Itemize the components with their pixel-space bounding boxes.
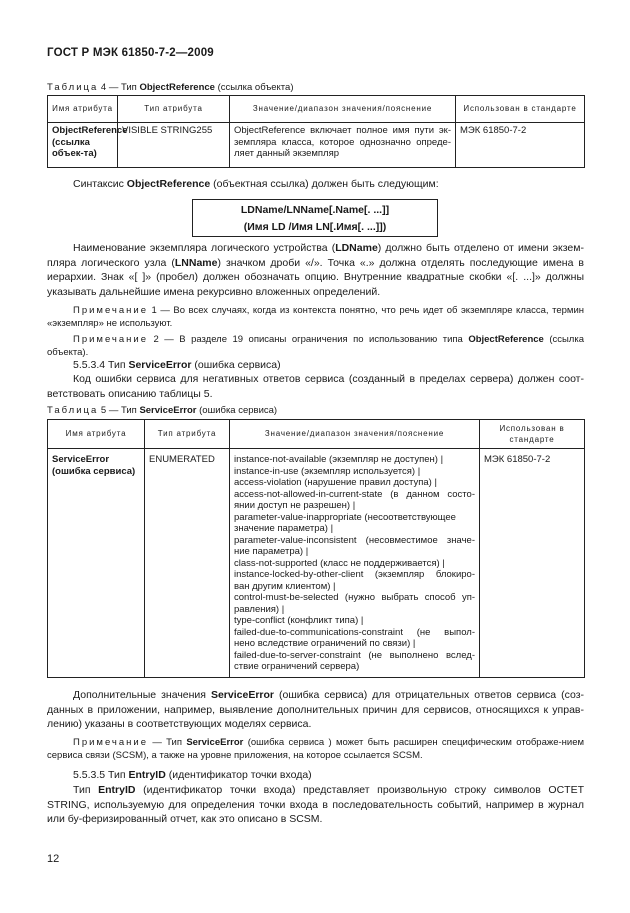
- syntax-intro: [47, 177, 584, 192]
- note1-text: — Во всех случаях, когда из контекста понятно, что речь идет об экземпляре класса, термин «экземпляр» не используют.: [47, 305, 584, 329]
- paragraph-ldname: [47, 241, 584, 299]
- table5-value-line: ние параметра) |: [234, 546, 309, 557]
- syntax-line2: (Имя LD /Имя LN[.Имя[. ...]]): [243, 221, 387, 233]
- table5-value-line: instance-in-use (экземпляр используется) |: [234, 465, 421, 477]
- table4-caption-tail: (ссылка объекта): [217, 82, 294, 93]
- table4-name-rest: (ссылка объек-та): [52, 136, 97, 159]
- note2-num: 2: [153, 334, 159, 345]
- section-5-5-3-5-heading: [47, 768, 584, 783]
- table5-value-line: instance-not-available (экземпляр не доступен) |: [234, 454, 444, 465]
- table5-value-line: равления) |: [234, 603, 285, 615]
- table5-value-line: значение параметра) |: [234, 523, 334, 534]
- table5-value-line: failed-due-to-communications-constraint (не выпол-: [234, 626, 475, 638]
- table4: [47, 95, 585, 168]
- table4-cell-name: [48, 123, 128, 168]
- table5-caption-tail: (ошибка сервиса): [199, 405, 278, 416]
- table5-header-row: [48, 420, 585, 449]
- syntax-intro-bold: ObjectReference: [126, 178, 211, 190]
- table5-cell-name: [48, 449, 145, 678]
- para1-c: ) должно быть отделено от имени экзем-пляра логического узла (: [47, 242, 584, 269]
- table5-caption-bold: ServiceError: [139, 405, 197, 416]
- table5-value-line: control-must-be-selected (нужно выбрать способ уп-: [234, 592, 475, 603]
- table5-value-line: ван другим клиентом) |: [234, 580, 336, 592]
- note3-label: Примечание: [73, 737, 148, 748]
- sec554-num: 5.5.3.4 Тип: [73, 359, 126, 371]
- para2-bold: ServiceError: [210, 689, 275, 701]
- syntax-box: [192, 199, 438, 237]
- table5-value-line: class-not-supported (класс не поддерживается) |: [234, 557, 445, 569]
- table5-caption-word: Таблица: [47, 405, 99, 416]
- note1-num: 1: [151, 305, 157, 316]
- table5-value-line: ствие ограничений сервера): [234, 661, 360, 672]
- note3-text-b: (ошибка сервиса ) может быть расширен специфическим отображе-нием сервиса связи (SCSM), а также на уровне приложения, на которое ссылается SCSM.: [47, 737, 585, 761]
- table4-header-type: Тип атрибута: [118, 96, 230, 123]
- table4-cell-value: ObjectReference включает полное имя пути эк-земпляра класса, которое однозначно опреде-ляет данный экземпляр: [230, 123, 456, 168]
- note2-bold: ObjectReference: [468, 334, 544, 345]
- sec555-num: 5.5.3.5 Тип: [73, 769, 126, 781]
- sec555-body-bold: EntryID: [98, 784, 136, 796]
- table5-header-name: Имя атрибута: [48, 420, 145, 449]
- table5-cell-type: ENUMERATED: [145, 449, 230, 678]
- table5-value-line: нено вследствие ограничений по связи) |: [234, 638, 416, 649]
- sec555-rest: (идентификатор точки входа): [168, 769, 312, 781]
- note2-text-b: (ссылка объекта).: [47, 334, 584, 358]
- paragraph-serviceerror: [47, 688, 584, 732]
- syntax-intro-b: (объектная ссылка) должен быть следующим:: [213, 178, 439, 190]
- table4-cell-type: VISIBLE STRING255: [118, 123, 230, 168]
- note2-label: Примечание: [73, 334, 148, 345]
- table5-cell-value: [230, 449, 480, 678]
- table4-header-row: [48, 96, 585, 123]
- note-1: [47, 305, 584, 330]
- table5-header-value: Значение/диапазон значения/пояснение: [230, 420, 480, 449]
- table4-caption-bold: ObjectReference: [139, 82, 215, 93]
- table4-caption-rest: 4 — Тип: [100, 82, 137, 93]
- para2-b: (ошибка сервиса) для отрицательных ответов сервиса (соз-данных в приложении, например, выявление дополнительных причин для сервисов, относящихся к управ-лению) указаны в соответствующих моделях сервиса.: [47, 689, 585, 730]
- sec554-bold: ServiceError: [128, 359, 192, 371]
- sec554-rest: (ошибка сервиса): [194, 359, 281, 371]
- para2-a: Дополнительные значения: [73, 689, 206, 701]
- table5: [47, 419, 585, 678]
- table4-header-used: Использован в стандарте: [456, 96, 585, 123]
- section-5-5-3-4-heading: [47, 358, 584, 373]
- table5-value-line: parameter-value-inconsistent (несовместимое значе-: [234, 534, 475, 546]
- table5-value-line: instance-locked-by-other-client (экземпляр блокиро-: [234, 569, 475, 580]
- table4-caption: [47, 82, 294, 93]
- table5-caption-rest: 5 — Тип: [100, 405, 137, 416]
- table5-value-line: type-conflict (конфликт типа) |: [234, 615, 364, 626]
- para1-lnname: LNName: [174, 256, 218, 269]
- table5-name-bold: ServiceError: [52, 454, 110, 465]
- sec555-bold: EntryID: [128, 769, 166, 781]
- table4-caption-word: Таблица: [47, 82, 99, 93]
- table5-value-lines: [234, 454, 475, 673]
- table4-header-value: Значение/диапазон значения/пояснение: [230, 96, 456, 123]
- table4-row: [48, 123, 585, 168]
- standard-header: ГОСТ Р МЭК 61850-7-2—2009: [47, 47, 214, 59]
- para1-d: ) значком дроби «/». Точка «.» должна отделять последующие имена в иерархии. Знак «[ ]» (пробел) должен обозначать опцию. Внутренние квадратные скобки «[. ...]» должны указывать дальнейшие имена рекурсивно вложенных определений.: [47, 256, 584, 298]
- note-3: [47, 737, 584, 762]
- table5-caption: [47, 405, 277, 416]
- sec555-body-b: (идентификатор точки входа) представляет произвольную строку символов OCTET STRING, используемую для определения точки входа в последовательность событий, например в журнал или бу-феризированный отчет, как это описано в SCSM.: [47, 784, 585, 825]
- page-number: 12: [47, 853, 60, 865]
- table4-header-name: Имя атрибута: [48, 96, 118, 123]
- table5-header-type: Тип атрибута: [145, 420, 230, 449]
- note3-bold: ServiceError: [186, 737, 244, 748]
- section-5-5-3-5-body: [47, 783, 584, 827]
- table5-value-line: failed-due-to-server-constraint (не выполнено вслед-: [234, 649, 475, 661]
- sec555-body-a: Тип: [73, 784, 91, 796]
- table5-name-rest: (ошибка сервиса): [52, 465, 136, 477]
- note1-label: Примечание: [73, 305, 148, 316]
- para1-ldname: LDName: [335, 242, 378, 254]
- table5-cell-used: МЭК 61850-7-2: [480, 449, 585, 678]
- para1-a: Наименование экземпляра логического устройства (: [73, 242, 336, 254]
- section-5-5-3-4-body: Код ошибки сервиса для негативных ответов сервиса (созданный в пределах сервера) должен соот-ветствовать описанию таблицы 5.: [47, 373, 584, 400]
- table5-value-line: access-not-allowed-in-current-state (в данном состо-: [234, 488, 475, 500]
- table5-value-line: access-violation (нарушение правил доступа) |: [234, 477, 437, 488]
- note3-text-a: — Тип: [152, 737, 182, 748]
- note2-text-a: — В разделе 19 описаны ограничения по использованию типа: [164, 334, 463, 345]
- table5-value-line: янии доступ не разрешен) |: [234, 500, 356, 511]
- table5-value-line: parameter-value-inappropriate (несоответствующее: [234, 511, 456, 523]
- note-2: [47, 334, 584, 359]
- table5-header-used: Использован в стандарте: [480, 420, 585, 449]
- syntax-intro-a: Синтаксис: [73, 178, 124, 190]
- table5-row: [48, 449, 585, 678]
- syntax-line1: LDName/LNName[.Name[. ...]]: [240, 204, 390, 216]
- table4-name-bold: ObjectReference: [52, 125, 128, 136]
- table4-cell-used: МЭК 61850-7-2: [456, 123, 585, 168]
